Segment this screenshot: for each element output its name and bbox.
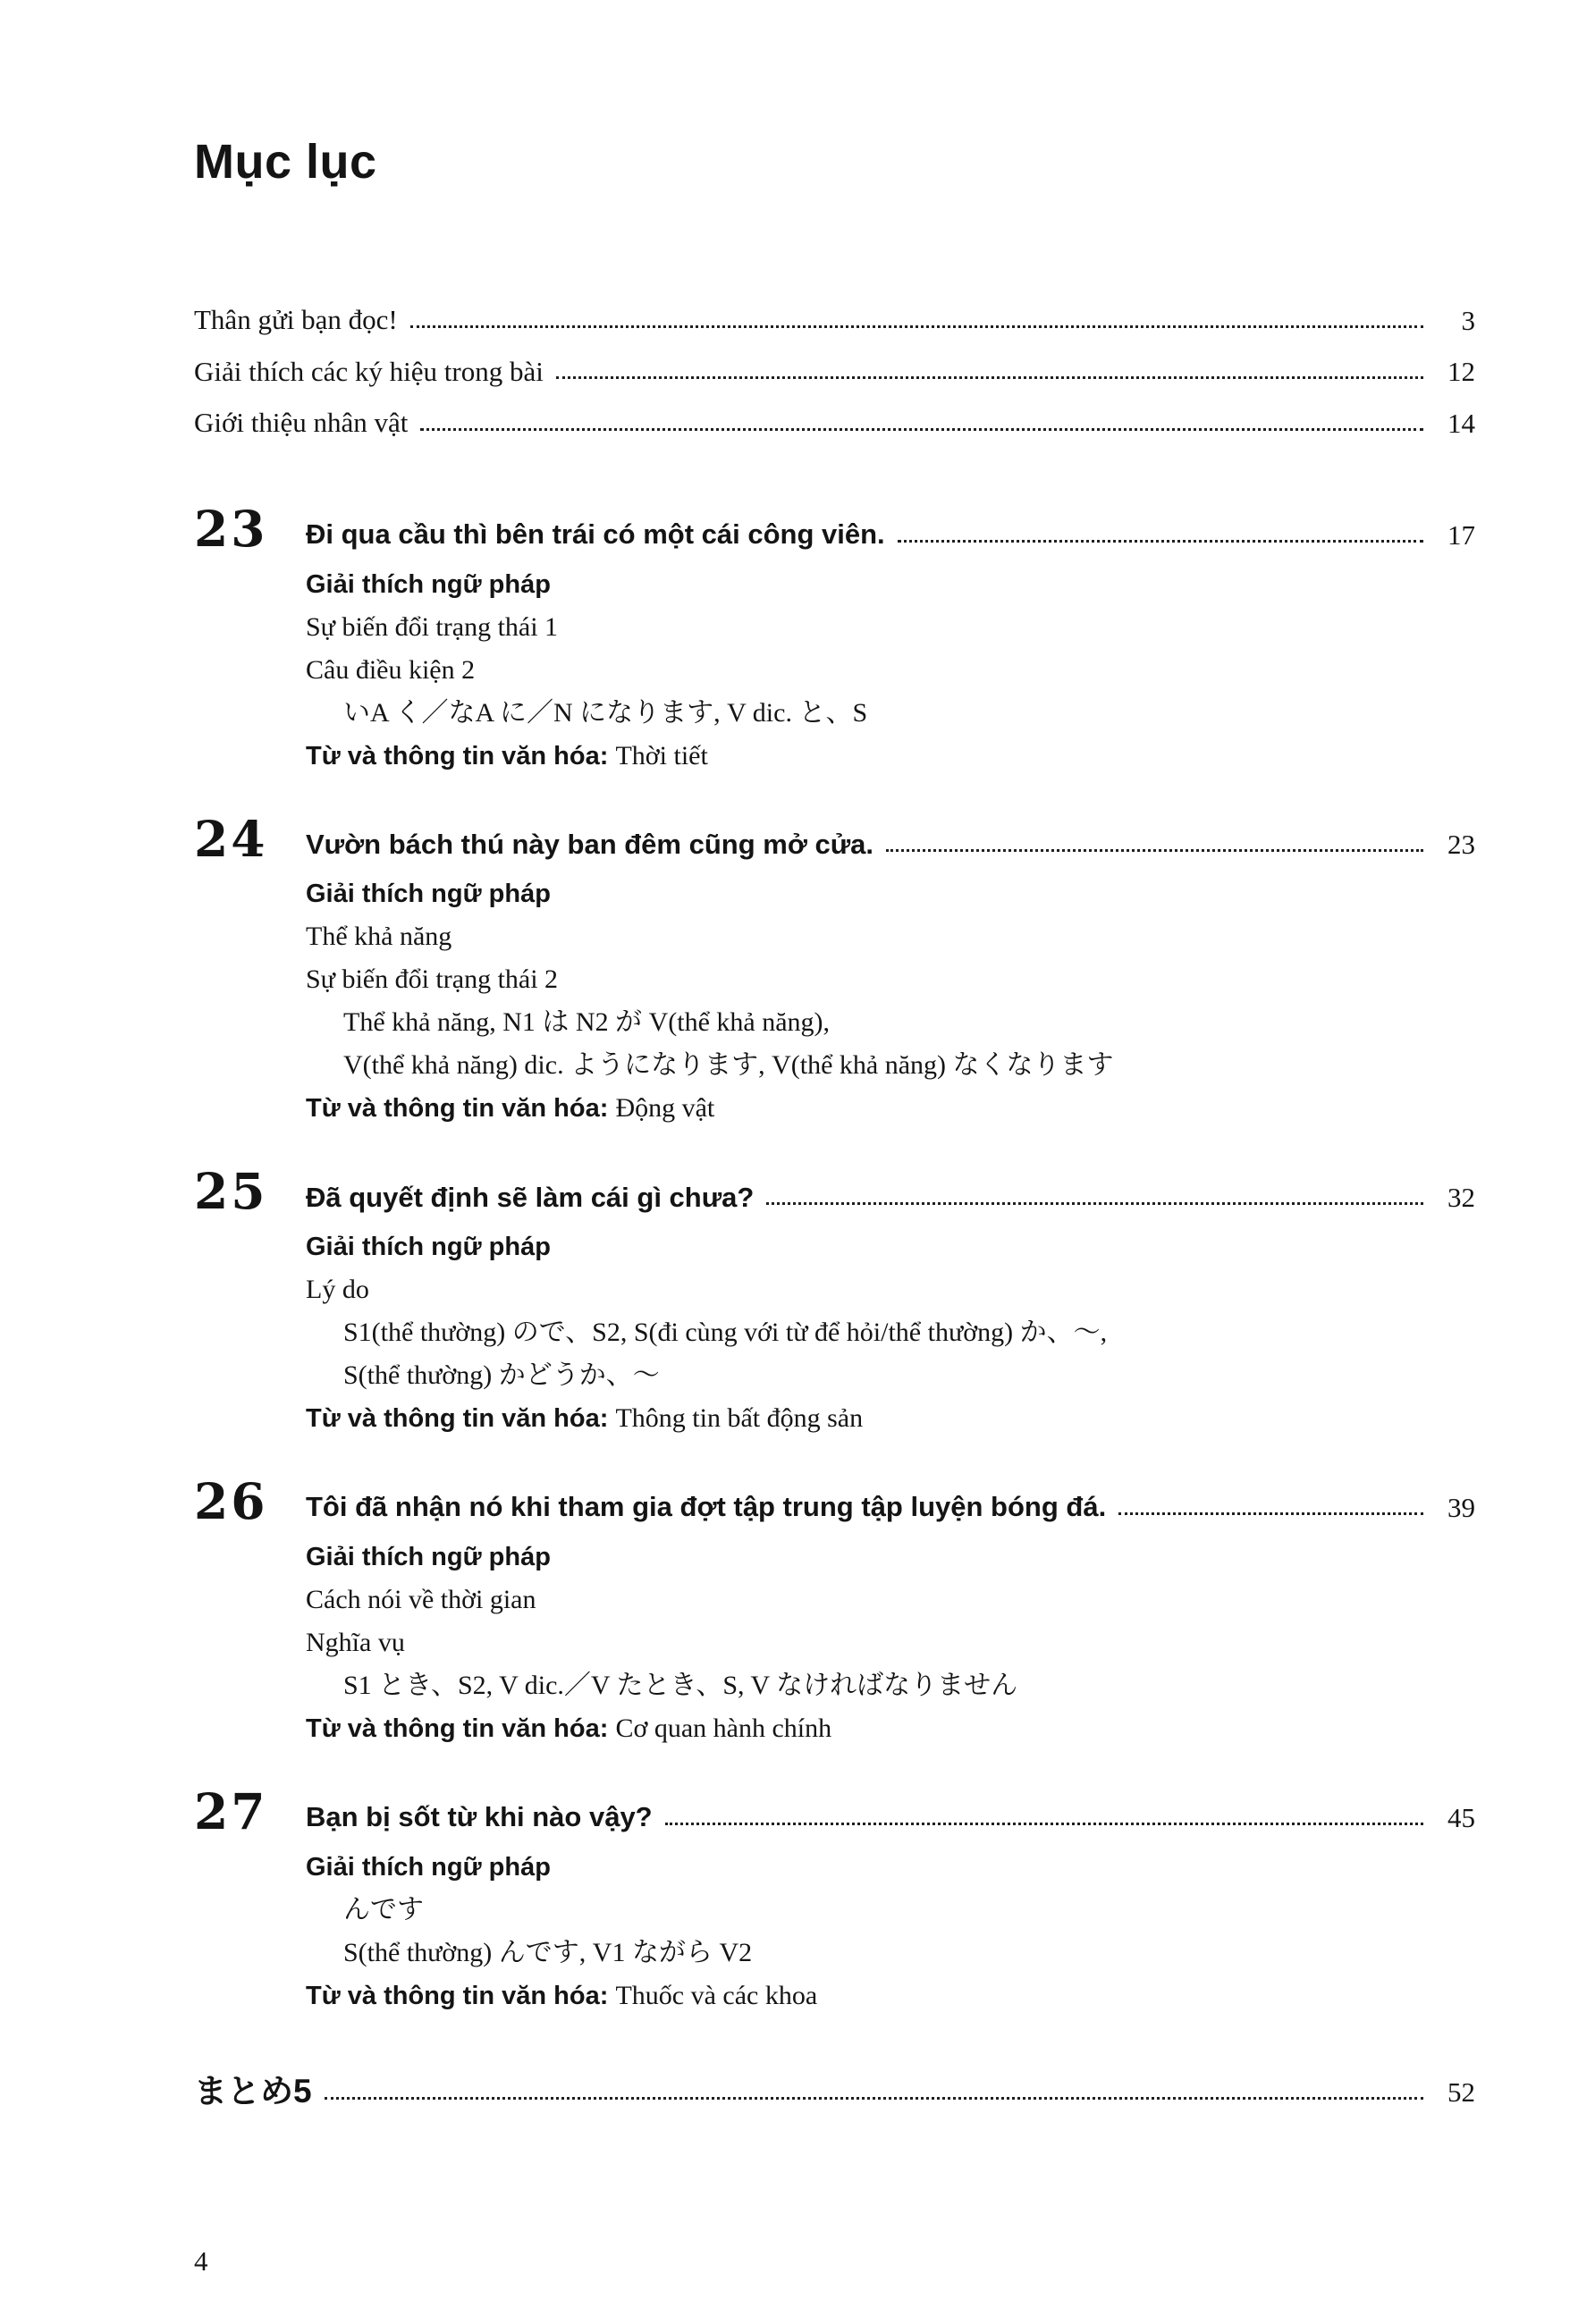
- chapter-items: [306, 872, 1475, 1130]
- page-title: Mục lục: [194, 135, 377, 189]
- chapter-heading: [194, 809, 1475, 868]
- chapter-items: [306, 1225, 1475, 1440]
- chapter-heading: [194, 1781, 1475, 1840]
- chapter-heading: [194, 1472, 1475, 1531]
- toc-sub-item: [306, 1707, 1475, 1750]
- toc-sub-item: V(thể khả năng) dic. ようになります, V(thể khả năng) なくなります: [343, 1050, 1114, 1081]
- toc-sub-item: Thể khả năng: [306, 922, 452, 952]
- dotted-leader: [886, 849, 1423, 852]
- toc-sub-item: S1(thể thường) ので、S2, S(đi cùng với từ để hỏi/thể thường) か、～,: [343, 1318, 1108, 1348]
- toc-sub-item: [306, 1397, 1475, 1440]
- toc-sub-item: Nghĩa vụ: [306, 1627, 405, 1657]
- chapter-title: Tôi đã nhận nó khi tham gia đợt tập trung tập luyện bóng đá.: [306, 1491, 1107, 1523]
- chapter-items: [306, 1536, 1475, 1750]
- chapter-title: Đã quyết định sẽ làm cái gì chưa?: [306, 1181, 755, 1213]
- chapter-heading: [194, 1162, 1475, 1221]
- entry-page-number: 14: [1447, 407, 1475, 439]
- chapter-page-number: 39: [1447, 1491, 1475, 1523]
- front-matter-entry: [194, 304, 1475, 336]
- chapter-section: [194, 1472, 1475, 1750]
- chapter-title: Vườn bách thú này ban đêm cũng mở cửa.: [306, 828, 874, 860]
- dotted-leader: [898, 540, 1423, 543]
- chapter-number: 26: [194, 1472, 268, 1531]
- chapter-page-number: 17: [1447, 518, 1475, 551]
- chapter-page-number: 23: [1447, 829, 1475, 861]
- toc-sub-item: [306, 1087, 1475, 1130]
- culture-topic: Thông tin bất động sản: [615, 1403, 864, 1434]
- toc-sub-item: S(thể thường) んです, V1 ながら V2: [343, 1937, 753, 1967]
- culture-topic: Thuốc và các khoa: [615, 1980, 818, 2010]
- chapter-title: Bạn bị sốt từ khi nào vậy?: [306, 1801, 653, 1833]
- culture-label: Từ và thông tin văn hóa:: [306, 1981, 616, 2010]
- chapter-page-number: 32: [1447, 1182, 1475, 1214]
- toc-sub-item: Thể khả năng, N1 は N2 が V(thể khả năng),: [343, 1007, 831, 1038]
- dotted-leader: [766, 1202, 1423, 1205]
- toc-sub-item: Giải thích ngữ pháp: [306, 569, 551, 599]
- culture-topic: Động vật: [615, 1093, 715, 1124]
- chapter-number: 24: [194, 809, 268, 868]
- toc-sub-item: Lý do: [306, 1275, 369, 1305]
- entry-label: Giải thích các ký hiệu trong bài: [194, 355, 544, 387]
- dotted-leader: [420, 428, 1423, 431]
- culture-topic: Cơ quan hành chính: [615, 1713, 832, 1743]
- dotted-leader: [325, 2097, 1423, 2100]
- summary-row: [194, 2072, 1475, 2109]
- culture-label: Từ và thông tin văn hóa:: [306, 741, 616, 770]
- dotted-leader: [556, 376, 1423, 379]
- chapter-section: [194, 1781, 1475, 2017]
- toc-sub-item: S1 とき、S2, V dic.／V たとき、S, V なければなりません: [343, 1670, 1018, 1700]
- culture-topic: Thời tiết: [615, 740, 708, 770]
- dotted-leader: [1118, 1512, 1423, 1515]
- dotted-leader: [410, 325, 1423, 328]
- chapter-page-number: 45: [1447, 1801, 1475, 1833]
- front-matter-list: [194, 304, 1475, 439]
- summary-page-number: 52: [1447, 2076, 1475, 2108]
- dotted-leader: [665, 1823, 1423, 1825]
- toc-sub-item: Câu điều kiện 2: [306, 654, 476, 685]
- chapter-items: [306, 1846, 1475, 2017]
- culture-label: Từ và thông tin văn hóa:: [306, 1404, 616, 1434]
- culture-label: Từ và thông tin văn hóa:: [306, 1714, 616, 1743]
- chapter-section: [194, 809, 1475, 1131]
- chapter-title: Đi qua cầu thì bên trái có một cái công viên.: [306, 518, 885, 551]
- chapter-section: [194, 499, 1475, 778]
- toc-sub-item: Giải thích ngữ pháp: [306, 1852, 551, 1882]
- toc-sub-item: Sự biến đổi trạng thái 1: [306, 611, 559, 642]
- entry-label: Giới thiệu nhân vật: [194, 407, 409, 439]
- folio-page-number: 4: [194, 2245, 208, 2277]
- toc-sub-item: Giải thích ngữ pháp: [306, 1542, 551, 1571]
- chapter-section: [194, 1162, 1475, 1440]
- toc-sub-item: Giải thích ngữ pháp: [306, 1233, 551, 1262]
- entry-label: Thân gửi bạn đọc!: [194, 304, 398, 335]
- front-matter-entry: [194, 356, 1475, 388]
- chapter-items: [306, 563, 1475, 778]
- entry-page-number: 3: [1461, 304, 1475, 336]
- toc-sub-item: S(thể thường) かどうか、～: [343, 1360, 660, 1391]
- chapter-number: 27: [194, 1781, 268, 1840]
- chapter-heading: [194, 499, 1475, 558]
- culture-label: Từ và thông tin văn hóa:: [306, 1094, 616, 1124]
- chapter-number: 23: [194, 499, 268, 558]
- chapter-list: [194, 499, 1475, 2017]
- summary-label: まとめ5: [194, 2072, 312, 2109]
- entry-page-number: 12: [1447, 356, 1475, 388]
- toc-sub-item: んです: [343, 1894, 424, 1924]
- toc-sub-item: [306, 735, 1475, 778]
- toc-sub-item: いA く／なA に／N になります, V dic. と、S: [343, 697, 868, 728]
- toc-sub-item: Sự biến đổi trạng thái 2: [306, 964, 559, 995]
- chapter-number: 25: [194, 1162, 268, 1221]
- toc-sub-item: Giải thích ngữ pháp: [306, 880, 551, 909]
- toc-sub-item: Cách nói về thời gian: [306, 1584, 536, 1614]
- front-matter-entry: [194, 407, 1475, 439]
- toc-sub-item: [306, 1975, 1475, 2017]
